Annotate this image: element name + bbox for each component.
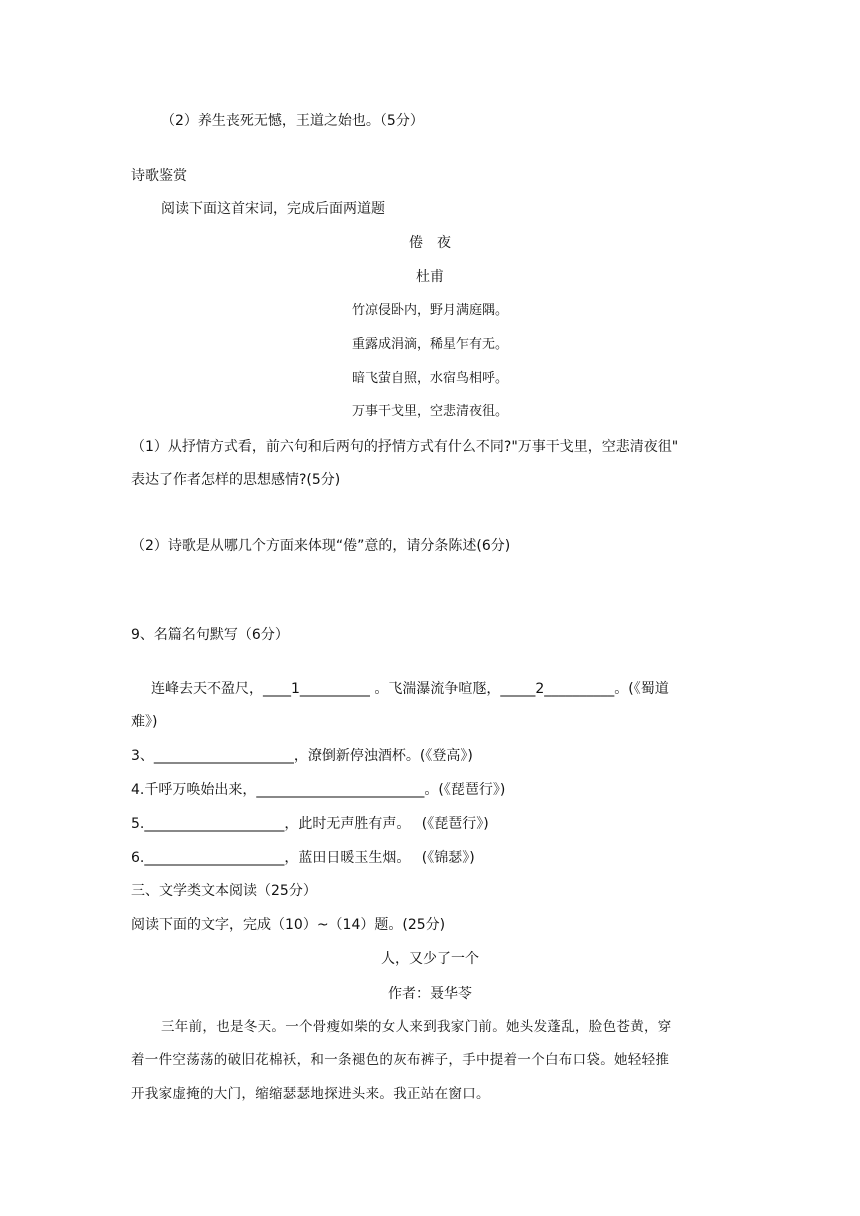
- poetry-question-2: （2）诗歌是从哪几个方面来体现“倦”意的，请分条陈述(6分): [131, 538, 511, 554]
- story-paragraph-line: 三年前，也是冬天。一个骨瘦如柴的女人来到我家门前。她头发蓬乱，脸色苍黄，穿: [161, 1019, 672, 1035]
- literature-instruction: 阅读下面的文字，完成（10）~（14）题。(25分): [131, 917, 446, 933]
- poem-title: 倦 夜: [409, 235, 451, 251]
- poetry-instruction: 阅读下面这首宋词，完成后面两道题: [161, 201, 385, 217]
- poem-author: 杜甫: [416, 269, 444, 285]
- poem-line: 竹凉侵卧内，野月满庭隅。: [351, 303, 508, 318]
- recitation-item-4: 4.千呼万唤始出来，________________________。(《琵琶行》): [131, 782, 506, 798]
- recitation-item-5: 5.____________________，此时无声胜有声。 (《琵琶行》): [131, 816, 489, 832]
- poetry-question-1: （1）从抒情方式看，前六句和后两句的抒情方式有什么不同?"万事干戈里，空悲清夜徂": [131, 439, 679, 455]
- recitation-item-6: 6.____________________，蓝田日暖玉生烟。 (《锦瑟》): [131, 850, 475, 866]
- section-heading-recitation: 9、名篇名句默写（6分）: [131, 627, 289, 643]
- section-heading-poetry: 诗歌鉴赏: [131, 168, 187, 184]
- story-paragraph-line: 着一件空荡荡的破旧花棉袄，和一条褪色的灰布裤子，手中提着一个白布口袋。她轻轻推: [131, 1052, 670, 1068]
- recitation-item-3: 3、____________________，潦倒新停浊酒杯。(《登高》): [131, 748, 473, 764]
- story-paragraph-line: 开我家虚掩的大门，缩缩瑟瑟地探进头来。我正站在窗口。: [131, 1086, 490, 1102]
- recitation-item-1-cont: 难》): [131, 714, 158, 730]
- story-title: 人，又少了一个: [381, 951, 479, 967]
- previous-question: （2）养生丧死无憾，王道之始也。（5分）: [161, 113, 424, 129]
- poem-line: 重露成涓滴，稀星乍有无。: [351, 337, 508, 352]
- story-author: 作者：聂华苓: [388, 986, 472, 1002]
- poetry-question-1-cont: 表达了作者怎样的思想感情?(5分): [131, 472, 341, 488]
- recitation-item-1: 连峰去天不盈尺，____1__________ 。飞湍瀑流争喧豗，_____2__________。(《蜀道: [151, 681, 669, 697]
- poem-line: 暗飞萤自照，水宿鸟相呼。: [351, 371, 508, 386]
- section-heading-literature: 三、文学类文本阅读（25分）: [131, 883, 317, 899]
- poem-line: 万事干戈里，空悲清夜徂。: [351, 404, 508, 419]
